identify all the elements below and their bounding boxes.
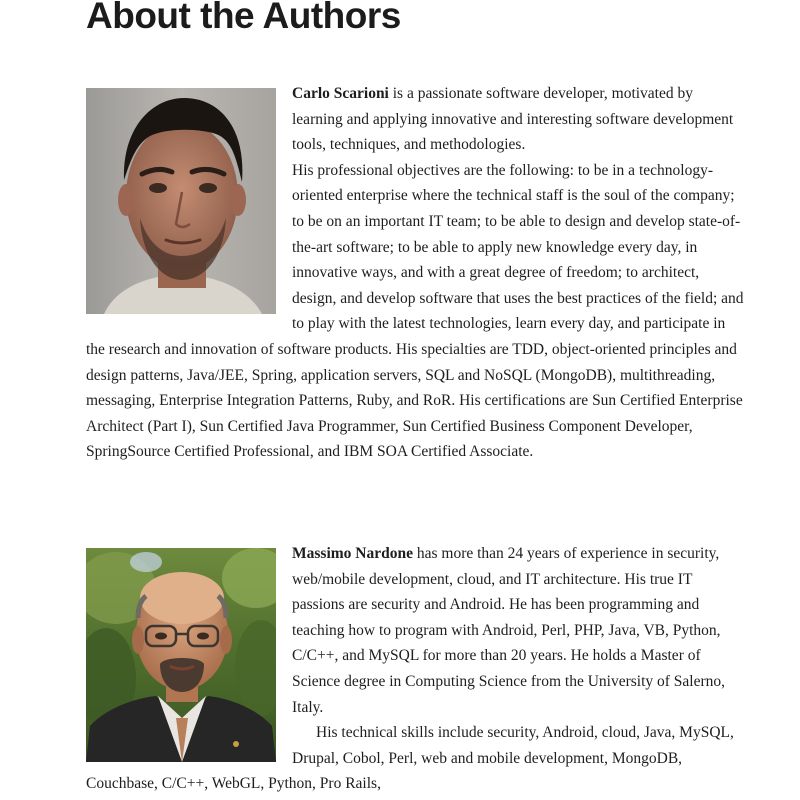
- portrait-photo: [86, 88, 276, 314]
- author-details-text: His technical skills include security, Android, cloud, Java, MySQL, Drupal, Cobol, Perl, web and mobile development, MongoDB, Couchbase, C/C++, WebGL, Python, Pro Rails,: [86, 724, 734, 793]
- author-photo: [86, 88, 276, 314]
- author-name: Carlo Scarioni: [292, 85, 389, 102]
- author-photo: [86, 548, 276, 762]
- page-title: About the Authors: [86, 0, 401, 36]
- author-bio-carlo-scarioni: [86, 81, 746, 465]
- author-bio-massimo-nardone: [86, 541, 746, 797]
- author-name: Massimo Nardone: [292, 545, 413, 562]
- author-intro: is a passionate software developer, motivated by learning and applying innovative and interesting software development tools, techniques, and methodologies.: [292, 85, 734, 154]
- author-details: His professional objectives are the following: to be in a technology-oriented enterprise where the technical staff is the soul of the company; to be on an important IT team; to be able to design and develop state-of-the-art software; to be able to apply new knowledge every day, in innovative ways, and with a great degree of freedom; to architect, design, and develop software that uses the best practices of the field; and to play with the latest technologies, learn every day, and participate in the research and innovation of software products. His specialties are TDD, object-oriented principles and design patterns, Java/JEE, Spring, application servers, SQL and NoSQL (MongoDB), multithreading, messaging, Enterprise Integration Patterns, Ruby, and RoR. His certifications are Sun Certified Enterprise Architect (Part I), Sun Certified Java Programmer, Sun Certified Business Component Developer, SpringSource Certified Professional, and IBM SOA Certified Associate.: [86, 161, 744, 461]
- author-intro: has more than 24 years of experience in security, web/mobile development, cloud, and IT architecture. His true IT passions are security and Android. He has been programming and teaching how to program with Android, Perl, PHP, Java, VB, Python, C/C++, and MySQL for more than 20 years. He holds a Master of Science degree in Computing Science from the University of Salerno, Italy.: [292, 545, 726, 716]
- portrait-photo: [86, 548, 276, 762]
